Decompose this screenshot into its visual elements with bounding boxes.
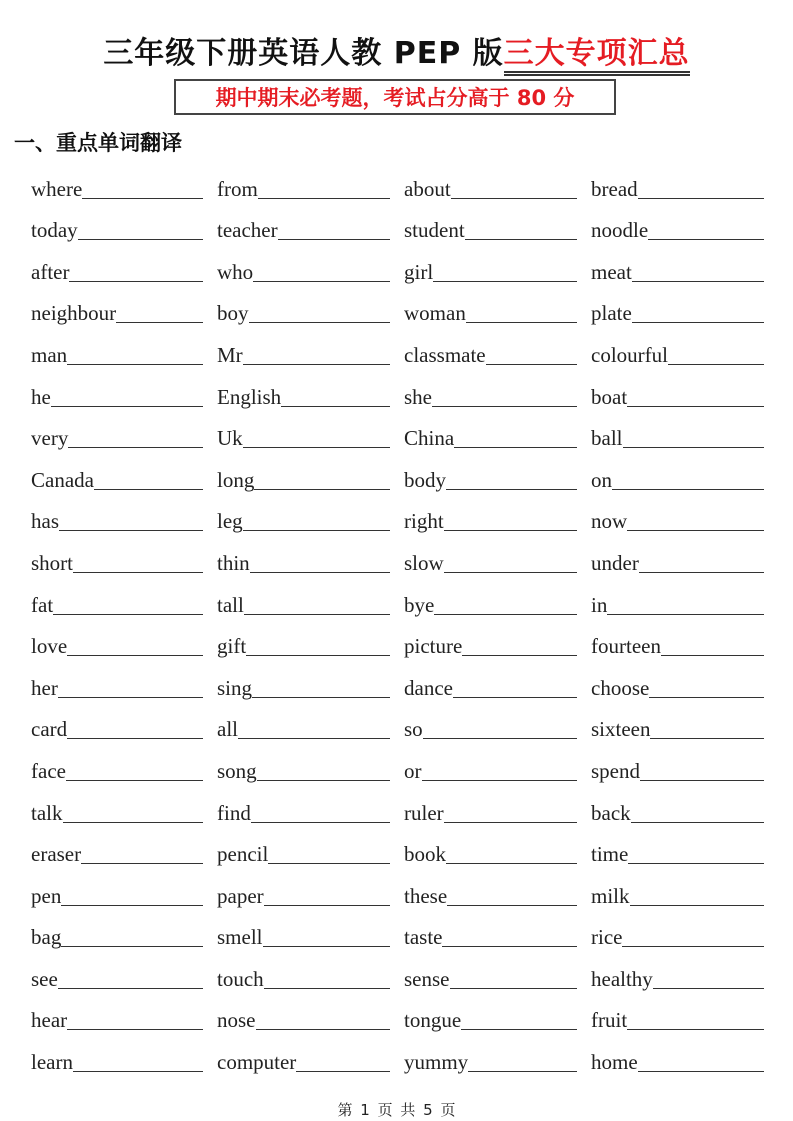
answer-blank[interactable] bbox=[465, 238, 577, 240]
word-label: where bbox=[31, 176, 83, 201]
word-item bbox=[217, 493, 390, 535]
answer-blank[interactable] bbox=[256, 1028, 391, 1030]
answer-blank[interactable] bbox=[630, 904, 764, 906]
word-label: song bbox=[217, 758, 257, 783]
word-label: face bbox=[31, 758, 66, 783]
answer-blank[interactable] bbox=[638, 1070, 764, 1072]
answer-blank[interactable] bbox=[648, 238, 764, 240]
word-item bbox=[404, 410, 577, 452]
word-label: after bbox=[31, 259, 70, 284]
word-item bbox=[591, 243, 764, 285]
word-item bbox=[404, 368, 577, 410]
answer-blank[interactable] bbox=[66, 779, 203, 781]
answer-blank[interactable] bbox=[446, 862, 577, 864]
answer-blank[interactable] bbox=[446, 488, 577, 490]
word-item bbox=[217, 410, 390, 452]
word-item bbox=[31, 909, 203, 951]
subtitle: 期中期末必考题，考试占分高于 80 分 bbox=[215, 86, 575, 110]
word-item bbox=[217, 826, 390, 868]
answer-blank[interactable] bbox=[296, 1070, 390, 1072]
answer-blank[interactable] bbox=[466, 321, 577, 323]
answer-blank[interactable] bbox=[116, 321, 203, 323]
word-item bbox=[404, 992, 577, 1034]
word-label: English bbox=[217, 384, 282, 409]
word-item bbox=[31, 243, 203, 285]
section-heading: 一、重点单词翻译 bbox=[14, 131, 182, 155]
word-item bbox=[31, 285, 203, 327]
answer-blank[interactable] bbox=[462, 654, 577, 656]
word-label: pen bbox=[31, 883, 62, 908]
word-item bbox=[591, 701, 764, 743]
word-label: from bbox=[217, 176, 258, 201]
word-label: choose bbox=[591, 675, 650, 700]
word-label: China bbox=[404, 426, 455, 451]
answer-blank[interactable] bbox=[251, 821, 390, 823]
word-item bbox=[31, 202, 203, 244]
word-label: eraser bbox=[31, 842, 82, 867]
word-item bbox=[591, 992, 764, 1034]
word-item bbox=[404, 701, 577, 743]
word-item bbox=[591, 826, 764, 868]
word-item bbox=[591, 1033, 764, 1075]
answer-blank[interactable] bbox=[73, 1070, 203, 1072]
answer-blank[interactable] bbox=[63, 821, 204, 823]
word-item bbox=[591, 742, 764, 784]
word-item bbox=[591, 202, 764, 244]
answer-blank[interactable] bbox=[246, 654, 390, 656]
word-label: hear bbox=[31, 1008, 68, 1033]
word-label: man bbox=[31, 342, 68, 367]
word-label: girl bbox=[404, 259, 434, 284]
answer-blank[interactable] bbox=[454, 446, 577, 448]
answer-blank[interactable] bbox=[444, 821, 577, 823]
word-item bbox=[591, 534, 764, 576]
word-item bbox=[404, 160, 577, 202]
answer-blank[interactable] bbox=[67, 737, 203, 739]
word-label: thin bbox=[217, 550, 250, 575]
answer-blank[interactable] bbox=[78, 238, 203, 240]
word-label: teacher bbox=[217, 218, 278, 243]
answer-blank[interactable] bbox=[444, 571, 577, 573]
answer-blank[interactable] bbox=[53, 613, 203, 615]
word-label: see bbox=[31, 966, 58, 991]
word-label: rice bbox=[591, 925, 623, 950]
answer-blank[interactable] bbox=[451, 197, 577, 199]
word-label: computer bbox=[217, 1050, 297, 1075]
word-item bbox=[31, 410, 203, 452]
answer-blank[interactable] bbox=[257, 779, 390, 781]
word-label: meat bbox=[591, 259, 632, 284]
word-label: smell bbox=[217, 925, 263, 950]
word-item bbox=[31, 160, 203, 202]
word-label: on bbox=[591, 467, 612, 492]
word-item bbox=[404, 867, 577, 909]
answer-blank[interactable] bbox=[631, 821, 764, 823]
word-label: he bbox=[31, 384, 51, 409]
word-label: nose bbox=[217, 1008, 256, 1033]
title-main: 三年级下册英语人教 PEP 版 bbox=[103, 36, 504, 71]
word-label: about bbox=[404, 176, 451, 201]
word-label: short bbox=[31, 550, 73, 575]
answer-blank[interactable] bbox=[627, 1028, 764, 1030]
word-item bbox=[31, 826, 203, 868]
answer-blank[interactable] bbox=[61, 945, 203, 947]
word-item bbox=[31, 867, 203, 909]
word-item bbox=[31, 534, 203, 576]
word-label: in bbox=[591, 592, 608, 617]
word-item bbox=[217, 1033, 390, 1075]
word-item bbox=[591, 326, 764, 368]
word-label: back bbox=[591, 800, 631, 825]
word-label: touch bbox=[217, 966, 264, 991]
answer-blank[interactable] bbox=[433, 280, 577, 282]
word-item bbox=[404, 618, 577, 660]
word-item bbox=[31, 618, 203, 660]
word-item bbox=[217, 909, 390, 951]
answer-blank[interactable] bbox=[628, 862, 764, 864]
word-item bbox=[31, 451, 203, 493]
word-label: body bbox=[404, 467, 446, 492]
answer-blank[interactable] bbox=[69, 280, 203, 282]
word-label: talk bbox=[31, 800, 63, 825]
word-label: right bbox=[404, 509, 444, 534]
word-label: taste bbox=[404, 925, 443, 950]
word-label: so bbox=[404, 717, 423, 742]
answer-blank[interactable] bbox=[67, 1028, 203, 1030]
word-label: card bbox=[31, 717, 68, 742]
word-label: now bbox=[591, 509, 628, 534]
word-item bbox=[591, 368, 764, 410]
answer-blank[interactable] bbox=[68, 446, 203, 448]
answer-blank[interactable] bbox=[649, 696, 764, 698]
word-item bbox=[404, 451, 577, 493]
answer-blank[interactable] bbox=[627, 405, 764, 407]
answer-blank[interactable] bbox=[243, 363, 390, 365]
word-label: spend bbox=[591, 758, 640, 783]
word-item bbox=[31, 659, 203, 701]
answer-blank[interactable] bbox=[653, 987, 764, 989]
word-item bbox=[217, 326, 390, 368]
word-item bbox=[31, 576, 203, 618]
word-label: yummy bbox=[404, 1050, 469, 1075]
answer-blank[interactable] bbox=[264, 904, 390, 906]
word-item bbox=[217, 451, 390, 493]
word-label: home bbox=[591, 1050, 638, 1075]
word-label: book bbox=[404, 842, 446, 867]
word-item bbox=[591, 950, 764, 992]
answer-blank[interactable] bbox=[73, 571, 203, 573]
word-item bbox=[217, 784, 390, 826]
word-label: Uk bbox=[217, 426, 243, 451]
word-item bbox=[31, 326, 203, 368]
answer-blank[interactable] bbox=[632, 280, 764, 282]
answer-blank[interactable] bbox=[254, 488, 390, 490]
word-label: learn bbox=[31, 1050, 73, 1075]
word-label: classmate bbox=[404, 342, 486, 367]
answer-blank[interactable] bbox=[468, 1070, 577, 1072]
answer-blank[interactable] bbox=[281, 405, 390, 407]
word-label: colourful bbox=[591, 342, 668, 367]
title-highlight: 三大专项汇总 bbox=[504, 36, 690, 76]
word-label: find bbox=[217, 800, 251, 825]
answer-blank[interactable] bbox=[81, 862, 203, 864]
word-label: sing bbox=[217, 675, 253, 700]
word-item bbox=[217, 202, 390, 244]
word-item bbox=[404, 950, 577, 992]
word-item bbox=[217, 243, 390, 285]
word-item bbox=[591, 867, 764, 909]
answer-blank[interactable] bbox=[447, 904, 577, 906]
word-label: has bbox=[31, 509, 59, 534]
answer-blank[interactable] bbox=[244, 613, 390, 615]
answer-blank[interactable] bbox=[67, 363, 203, 365]
word-label: dance bbox=[404, 675, 453, 700]
word-label: these bbox=[404, 883, 448, 908]
word-item bbox=[217, 659, 390, 701]
word-label: love bbox=[31, 634, 68, 659]
word-label: Canada bbox=[31, 467, 94, 492]
answer-blank[interactable] bbox=[61, 904, 203, 906]
word-item bbox=[404, 576, 577, 618]
answer-blank[interactable] bbox=[442, 945, 577, 947]
word-label: or bbox=[404, 758, 422, 783]
answer-blank[interactable] bbox=[668, 363, 764, 365]
word-item bbox=[404, 909, 577, 951]
word-item bbox=[591, 576, 764, 618]
word-label: noodle bbox=[591, 218, 649, 243]
word-label: pencil bbox=[217, 842, 269, 867]
answer-blank[interactable] bbox=[59, 529, 203, 531]
word-item bbox=[217, 285, 390, 327]
word-item bbox=[404, 285, 577, 327]
word-item bbox=[31, 742, 203, 784]
answer-blank[interactable] bbox=[639, 571, 764, 573]
answer-blank[interactable] bbox=[94, 488, 203, 490]
word-label: boy bbox=[217, 301, 249, 326]
word-label: under bbox=[591, 550, 639, 575]
answer-blank[interactable] bbox=[461, 1028, 577, 1030]
word-label: woman bbox=[404, 301, 466, 326]
word-item bbox=[217, 618, 390, 660]
word-label: fat bbox=[31, 592, 54, 617]
word-label: bread bbox=[591, 176, 638, 201]
answer-blank[interactable] bbox=[632, 321, 764, 323]
word-item bbox=[217, 950, 390, 992]
word-item bbox=[591, 784, 764, 826]
word-item bbox=[404, 742, 577, 784]
answer-blank[interactable] bbox=[450, 987, 578, 989]
word-item bbox=[591, 493, 764, 535]
answer-blank[interactable] bbox=[612, 488, 764, 490]
word-label: her bbox=[31, 675, 58, 700]
answer-blank[interactable] bbox=[238, 737, 390, 739]
word-item bbox=[217, 368, 390, 410]
word-label: bag bbox=[31, 925, 62, 950]
word-label: sixteen bbox=[591, 717, 651, 742]
word-label: Mr bbox=[217, 342, 243, 367]
answer-blank[interactable] bbox=[422, 779, 578, 781]
word-item bbox=[591, 659, 764, 701]
word-label: neighbour bbox=[31, 301, 117, 326]
answer-blank[interactable] bbox=[51, 405, 203, 407]
answer-blank[interactable] bbox=[268, 862, 390, 864]
answer-blank[interactable] bbox=[622, 945, 764, 947]
word-label: milk bbox=[591, 883, 630, 908]
answer-blank[interactable] bbox=[58, 987, 203, 989]
word-item bbox=[217, 160, 390, 202]
word-item bbox=[217, 992, 390, 1034]
answer-blank[interactable] bbox=[263, 945, 391, 947]
word-label: slow bbox=[404, 550, 444, 575]
word-translation-grid bbox=[31, 160, 764, 1075]
word-item bbox=[404, 1033, 577, 1075]
answer-blank[interactable] bbox=[253, 280, 390, 282]
answer-blank[interactable] bbox=[258, 197, 390, 199]
answer-blank[interactable] bbox=[607, 613, 764, 615]
word-item bbox=[217, 742, 390, 784]
word-label: plate bbox=[591, 301, 632, 326]
word-item bbox=[591, 285, 764, 327]
word-item bbox=[591, 618, 764, 660]
word-item bbox=[404, 826, 577, 868]
word-item bbox=[31, 950, 203, 992]
word-item bbox=[591, 160, 764, 202]
answer-blank[interactable] bbox=[661, 654, 764, 656]
word-label: bye bbox=[404, 592, 435, 617]
word-label: paper bbox=[217, 883, 264, 908]
word-item bbox=[31, 368, 203, 410]
word-item bbox=[404, 326, 577, 368]
subtitle-box bbox=[174, 79, 616, 115]
answer-blank[interactable] bbox=[58, 696, 203, 698]
word-item bbox=[31, 992, 203, 1034]
answer-blank[interactable] bbox=[423, 737, 577, 739]
answer-blank[interactable] bbox=[434, 613, 577, 615]
word-item bbox=[217, 701, 390, 743]
word-item bbox=[404, 659, 577, 701]
word-label: ruler bbox=[404, 800, 444, 825]
answer-blank[interactable] bbox=[250, 571, 390, 573]
answer-blank[interactable] bbox=[486, 363, 577, 365]
word-item bbox=[31, 784, 203, 826]
word-label: fruit bbox=[591, 1008, 628, 1033]
word-label: ball bbox=[591, 426, 623, 451]
word-label: tongue bbox=[404, 1008, 462, 1033]
word-item bbox=[591, 410, 764, 452]
word-label: leg bbox=[217, 509, 243, 534]
answer-blank[interactable] bbox=[453, 696, 577, 698]
word-item bbox=[591, 451, 764, 493]
page-footer: 第 1 页 共 5 页 bbox=[337, 1101, 456, 1119]
answer-blank[interactable] bbox=[444, 529, 577, 531]
answer-blank[interactable] bbox=[82, 197, 203, 199]
word-item bbox=[31, 1033, 203, 1075]
word-label: all bbox=[217, 717, 238, 742]
answer-blank[interactable] bbox=[638, 197, 764, 199]
word-item bbox=[404, 784, 577, 826]
word-label: very bbox=[31, 426, 69, 451]
word-label: gift bbox=[217, 634, 247, 659]
answer-blank[interactable] bbox=[243, 529, 390, 531]
answer-blank[interactable] bbox=[264, 987, 390, 989]
word-label: time bbox=[591, 842, 629, 867]
word-item bbox=[217, 867, 390, 909]
word-label: boat bbox=[591, 384, 628, 409]
answer-blank[interactable] bbox=[627, 529, 764, 531]
word-item bbox=[404, 493, 577, 535]
word-item bbox=[404, 202, 577, 244]
answer-blank[interactable] bbox=[249, 321, 391, 323]
word-label: who bbox=[217, 259, 254, 284]
word-item bbox=[217, 576, 390, 618]
word-label: healthy bbox=[591, 966, 653, 991]
word-label: sense bbox=[404, 966, 450, 991]
word-label: she bbox=[404, 384, 432, 409]
answer-blank[interactable] bbox=[278, 238, 390, 240]
word-label: tall bbox=[217, 592, 244, 617]
word-label: long bbox=[217, 467, 255, 492]
answer-blank[interactable] bbox=[640, 779, 764, 781]
answer-blank[interactable] bbox=[67, 654, 203, 656]
word-label: today bbox=[31, 218, 78, 243]
word-item bbox=[217, 534, 390, 576]
word-label: fourteen bbox=[591, 634, 661, 659]
answer-blank[interactable] bbox=[252, 696, 390, 698]
answer-blank[interactable] bbox=[623, 446, 765, 448]
word-item bbox=[31, 701, 203, 743]
word-item bbox=[31, 493, 203, 535]
word-item bbox=[404, 534, 577, 576]
word-item bbox=[404, 243, 577, 285]
word-label: picture bbox=[404, 634, 463, 659]
answer-blank[interactable] bbox=[432, 405, 577, 407]
word-label: student bbox=[404, 218, 465, 243]
answer-blank[interactable] bbox=[650, 737, 764, 739]
page-title bbox=[0, 28, 793, 72]
answer-blank[interactable] bbox=[243, 446, 390, 448]
word-item bbox=[591, 909, 764, 951]
